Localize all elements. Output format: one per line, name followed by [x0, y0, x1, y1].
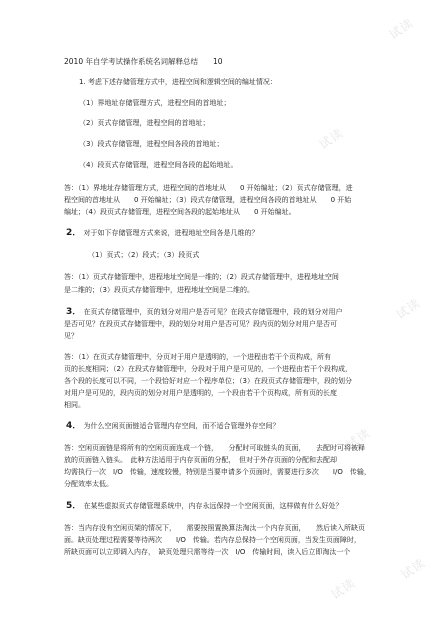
question-4 [66, 422, 280, 431]
question-1 [79, 78, 277, 87]
watermark: 试读 [393, 295, 423, 323]
q2-answer-line: 是二维的；（3）段页式存储管理中，进程地址空间是二维的。 [64, 286, 254, 294]
q1-option: （3）段式存储管理，进程空间各段的首地址； [79, 140, 224, 148]
question-text: 在某些虚拟页式存储管理系统中，内存永远保持一个空闲页面，这样做有什么好处？ [83, 502, 343, 510]
q1-answer-line: 答：（1）界地址存储管理方式，进程空间的首地址从 0 开始编址；（2）页式存储管理，进 [64, 184, 353, 192]
q4-answer-line: 答：空闲页面链是将所有的空闲页面连成一个链， 分配时可取链头的页面， 去配时可将被释 [64, 444, 365, 452]
question-number: 3． [66, 307, 82, 317]
question-2 [66, 229, 259, 238]
question-text: 在页式存储管理中，页的划分对用户是否可见？在段式存储管理中，段的划分对用户 [83, 308, 343, 316]
q3-answer-line: 相同。 [64, 401, 85, 409]
question-3 [66, 308, 343, 317]
watermark: 试读 [328, 575, 358, 603]
question-text: 是否可见？在段页式存储管理中，段的划分对用户是否可见？段内页的划分对用户是否可 [64, 320, 337, 328]
q2-options: （1）页式；（2）段式；（3）段页式 [88, 251, 200, 259]
q4-answer-line: 分配效率太低。 [64, 480, 113, 488]
q4-answer-line: 均需执行一次 I/O 传输，速度较慢，特别是当要申请多个页面时，需要进行多次 I/O 传输， [64, 468, 371, 476]
q3-answer-line: 各个段的长度可以不同，一个段恰好对应一个程序单位；（3）在段页式存储管理中，段的划分 [64, 377, 352, 385]
watermark: 试读 [343, 425, 373, 453]
question-number: 4． [66, 421, 82, 431]
question-text: 对于如下存储管理方式来说，进程地址空间各是几维的？ [83, 229, 259, 237]
question-text: 为什么空闲页面链适合管理内存空间，而不适合管理外存空间？ [83, 422, 280, 430]
watermark: 试读 [386, 15, 416, 43]
watermark: 试读 [316, 125, 346, 153]
q1-option: （4）段页式存储管理，进程空间各段的起始地址。 [79, 161, 238, 169]
question-number: 1. [79, 78, 86, 86]
q3-answer-line: 页的长度相同；（2）在段式存储管理中，分段对于用户是可见的，一个进程由若干个段构成， [64, 365, 352, 373]
watermark: 试读 [398, 555, 428, 583]
q1-answer-line: 程空间的首地址从 0 开始编址；（3）段式存储管理，进程空间各段的首地址从 0 开始 [64, 196, 352, 204]
question-number: 2． [66, 228, 82, 238]
document-title: 2010 年自学考试操作系统名词解释总结 10 [64, 57, 223, 66]
question-text: 考虑下述存储管理方式中，进程空间和逻辑空间的编址情况： [87, 78, 277, 86]
q3-answer-line: 对用户是可见的，段内页的划分对用户是透明的，一个段由若干个页构成，所有页的长度 [64, 389, 337, 397]
q5-answer-line: 答：当内存没有空闲页架的情况下， 需要按照置换算法淘汰一个内存页面， 然后读入所缺页 [64, 524, 365, 532]
question-5 [66, 502, 343, 511]
q1-answer-line: 编址；（4）段页式存储管理，进程空间各段的起始地址从 0 开始编址。 [64, 208, 296, 216]
q3-answer-line: 答：（1）在页式存储管理中，分页对于用户是透明的，一个进程由若干个页构成，所有 [64, 353, 331, 361]
q5-answer-line: 面。缺页处理过程需要等待两次 I/O 传输。若内存总保持一个空闲页面，当发生页面障时， [64, 536, 361, 544]
q2-answer-line: 答：（1）页式存储管理中，进程地址空间是一维的；（2）段式存储管理中，进程地址空间 [64, 273, 339, 281]
q1-option: （2）页式存储管理，进程空间的首地址； [79, 119, 210, 127]
q4-answer-line: 放的页面链入链头。 此种方法适用于内存页面的分配， 但对于外存页面的分配和去配却 [64, 456, 337, 464]
question-text: 见？ [64, 332, 78, 340]
question-number: 5． [66, 501, 82, 511]
q1-option: （1）界地址存储管理方式，进程空间的首地址； [79, 99, 231, 107]
q5-answer-line: 所缺页面可以立即调入内存， 缺页处理只需等待一次 I/O 传输时间，读入后立即淘汰一个 [64, 548, 351, 556]
